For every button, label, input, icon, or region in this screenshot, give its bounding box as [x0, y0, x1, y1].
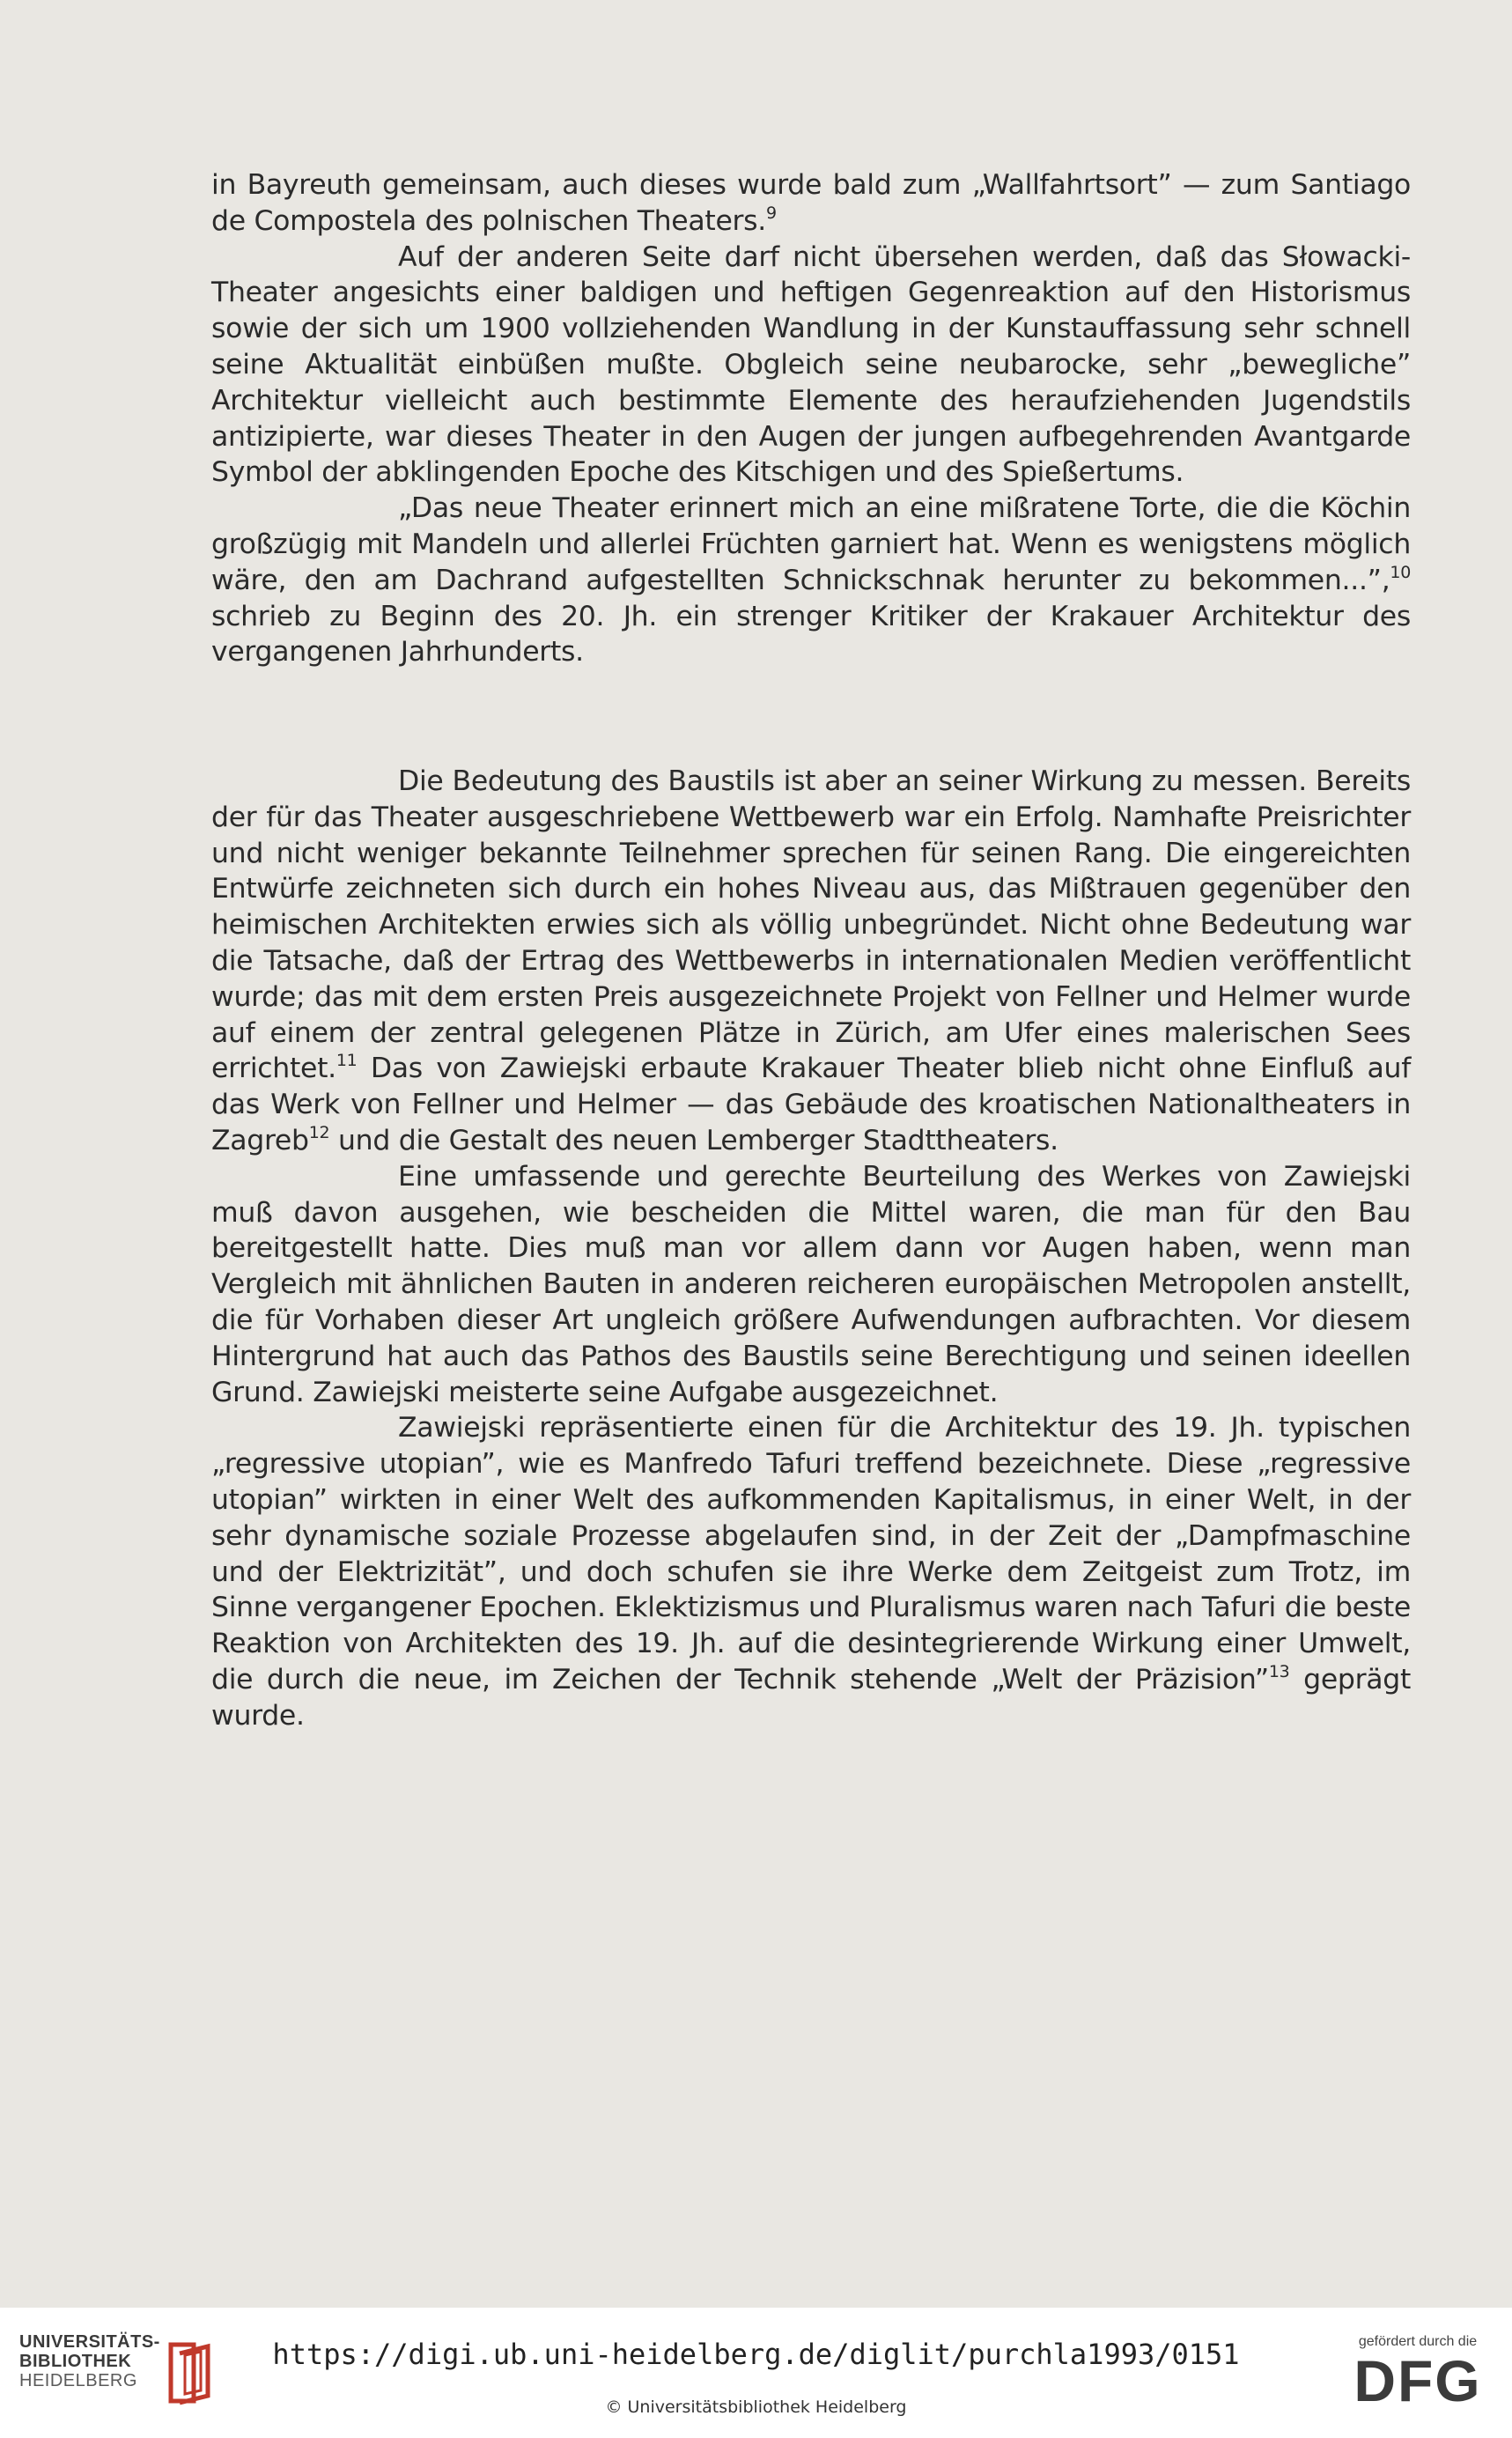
funder-wordmark: DFG — [1353, 2348, 1482, 2413]
footnote-marker[interactable]: 12 — [308, 1122, 330, 1142]
copyright-notice: © Universitätsbibliothek Heidelberg — [605, 2397, 907, 2417]
footnote-marker[interactable]: 11 — [336, 1051, 358, 1071]
footnote-marker[interactable]: 13 — [1268, 1661, 1290, 1681]
dfg-logo[interactable] — [1339, 2334, 1497, 2422]
permalink-url[interactable]: https://digi.ub.uni-heidelberg.de/diglit/purchla1993/0151 — [272, 2338, 1240, 2371]
footnote-marker[interactable]: 9 — [766, 203, 777, 223]
text-block-upper — [211, 167, 1411, 670]
paragraph: Die Bedeutung des Baustils ist aber an seiner Wirkung zu messen. Bereits der für das Theater ausgeschriebene Wettbewerb war ein Erfolg. Namhafte Preisrichter und nicht weniger bekannte Teilnehmer sprechen für seinen Rang. Die eingereichten Entwürfe zeichneten sich durch ein hohes Niveau aus, das Mißtrauen gegenüber den heimischen Architekten erwies sich als völlig unbegründet. Nicht ohne Bedeutung war die Tatsache, daß der Ertrag des Wettbewerbs in internationalen Medien veröffentlicht wurde; das mit dem ersten Preis ausgezeichnete Projekt von Fellner und Helmer wurde auf einem der zentral gelegenen Plätze in Zürich, am Ufer eines malerischen Sees errichtet.$^{11}$ Das von Zawiejski erbaute Krakauer Theater blieb nicht ohne Einfluß auf das Werk von Fellner und Helmer — das Gebäude des kroatischen Nationaltheaters in Zagreb$^{12}$ und die Gestalt des neuen Lemberger Stadttheaters. — [211, 765, 1411, 1156]
paragraph: Zawiejski repräsentierte einen für die Architektur des 19. Jh. typischen „regressive utopian”, wie es Manfredo Tafuri treffend bezeichnete. Diese „regressive utopian” wirkten in einer Welt des aufkommenden Kapitalismus, in einer Welt, in der sehr dynamische soziale Prozesse abgelaufen sind, in der Zeit der „Dampfmaschine und der Elektrizität”, und doch schufen sie ihre Werke dem Zeitgeist zum Trotz, im Sinne vergangener Epochen. Eklektizismus und Pluralismus waren nach Tafuri die beste Reaktion von Architekten des 19. Jh. auf die desintegrierende Wirkung einer Umwelt, die durch die neue, im Zeichen der Technik stehende „Welt der Präzision”$^{13}$ geprägt wurde. — [211, 1412, 1411, 1732]
funder-caption: gefördert durch die — [1358, 2334, 1478, 2349]
paragraph: „Das neue Theater erinnert mich an eine mißratene Torte, die die Köchin großzügig mit Mandeln und allerlei Früchten garniert hat. Wenn es wenigstens möglich wäre, den am Dachrand aufgestellten Schnickschnak herunter zu bekommen...”,$^{10}$ schrieb zu Beginn des 20. Jh. ein strenger Kritiker der Krakauer Architektur des vergangenen Jahrhunderts. — [211, 492, 1411, 669]
footnote-marker[interactable]: 10 — [1390, 562, 1411, 582]
text-block-lower — [211, 764, 1411, 1734]
paragraph: Eine umfassende und gerechte Beurteilung des Werkes von Zawiejski muß davon ausgehen, wie bescheiden die Mittel waren, die man für den Bau bereitgestellt hatte. Dies muß man vor allem dann vor Augen haben, wenn man Vergleich mit ähnlichen Bauten in anderen reicheren europäischen Metropolen anstellt, die für Vorhaben dieser Art ungleich größere Aufwendungen aufbrachten. Vor diesem Hintergrund hat auch das Pathos des Baustils seine Berechtigung und seinen ideellen Grund. Zawiejski meisterte seine Aufgabe ausgezeichnet. — [211, 1160, 1411, 1408]
paragraph: Auf der anderen Seite darf nicht übersehen werden, daß das Słowacki-Theater angesichts einer baldigen und heftigen Gegenreaktion auf den Historismus sowie der sich um 1900 vollziehenden Wandlung in der Kunstauffassung sehr schnell seine Aktualität einbüßen mußte. Obgleich seine neubarocke, sehr „bewegliche” Architektur vielleicht auch bestimmte Elemente des heraufziehenden Jugendstils antizipierte, war dieses Theater in den Augen der jungen aufbegehrenden Avantgarde Symbol der abklingenden Epoche des Kitschigen und des Spießertums. — [211, 240, 1411, 489]
library-name-line: UNIVERSITÄTS- — [19, 2332, 160, 2352]
library-name-line: HEIDELBERG — [19, 2371, 137, 2390]
viewer-footer — [0, 2308, 1512, 2438]
library-name-line: BIBLIOTHEK — [19, 2352, 132, 2371]
paragraph: in Bayreuth gemeinsam, auch dieses wurde bald zum „Wallfahrtsort” — zum Santiago de Compostela des polnischen Theaters.$^9$ — [211, 169, 1411, 237]
